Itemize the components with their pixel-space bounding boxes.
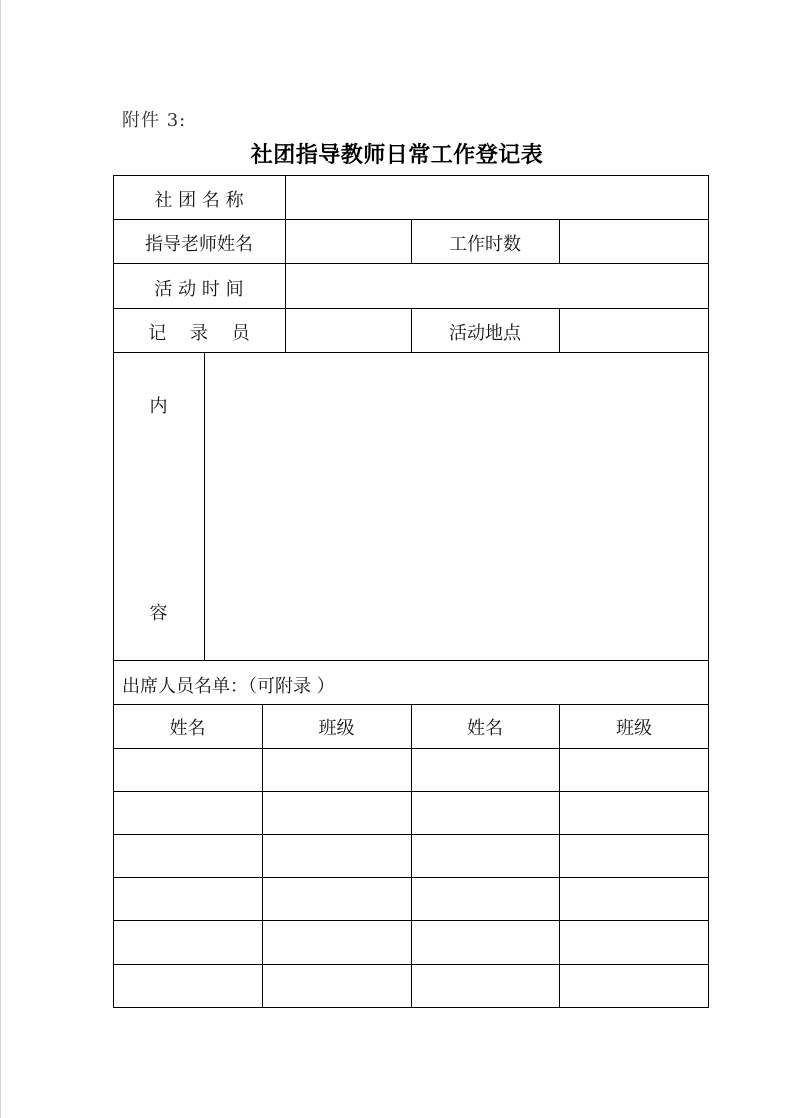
club-name-label: 社 团 名 称 xyxy=(154,190,244,211)
attendee-class-cell[interactable] xyxy=(264,966,410,1007)
activity-time-label: 活 动 时 间 xyxy=(154,279,244,300)
column-divider xyxy=(559,219,560,263)
work-hours-field[interactable] xyxy=(561,221,707,262)
form-title: 社团指导教师日常工作登记表 xyxy=(250,143,544,168)
advisor-name-field[interactable] xyxy=(287,221,410,262)
activity-time-field[interactable] xyxy=(287,265,707,307)
club-name-field[interactable] xyxy=(287,177,707,218)
attendee-name-cell[interactable] xyxy=(413,836,558,876)
attendee-class-cell[interactable] xyxy=(561,879,708,919)
attendee-class-cell[interactable] xyxy=(561,966,708,1007)
attendee-class-cell[interactable] xyxy=(264,922,410,963)
column-divider xyxy=(262,704,263,1008)
column-header-name: 姓名 xyxy=(467,718,503,739)
location-field[interactable] xyxy=(561,310,707,351)
attendee-class-cell[interactable] xyxy=(561,750,708,790)
column-header-class: 班级 xyxy=(616,718,652,739)
attendee-class-cell[interactable] xyxy=(264,879,410,919)
attendee-name-cell[interactable] xyxy=(413,793,558,833)
content-label-top: 内 xyxy=(149,396,168,417)
attendee-class-cell[interactable] xyxy=(561,836,708,876)
attendance-label: 出席人员名单：（可附录 ） xyxy=(122,676,335,697)
recorder-field[interactable] xyxy=(287,310,410,351)
row-divider xyxy=(113,263,709,264)
column-divider xyxy=(285,175,286,352)
column-header-name: 姓名 xyxy=(169,718,206,739)
column-header-class: 班级 xyxy=(318,718,355,739)
attendee-class-cell[interactable] xyxy=(264,793,410,833)
attendee-name-cell[interactable] xyxy=(115,836,261,876)
attendee-class-cell[interactable] xyxy=(264,750,410,790)
attendee-name-cell[interactable] xyxy=(413,966,558,1007)
attendee-name-cell[interactable] xyxy=(413,879,558,919)
attendee-name-cell[interactable] xyxy=(115,922,261,963)
attachment-label: 附件 3: xyxy=(122,110,187,131)
advisor-name-label: 指导老师姓名 xyxy=(145,234,253,255)
attendee-name-cell[interactable] xyxy=(115,966,261,1007)
attendee-class-cell[interactable] xyxy=(561,793,708,833)
attendee-name-cell[interactable] xyxy=(413,750,558,790)
content-label-bottom: 容 xyxy=(149,603,168,624)
content-field[interactable] xyxy=(206,354,707,659)
row-divider xyxy=(113,352,709,353)
column-divider xyxy=(411,704,412,1008)
attendee-name-cell[interactable] xyxy=(413,922,558,963)
row-divider xyxy=(113,660,709,661)
column-divider xyxy=(204,352,205,660)
column-divider xyxy=(559,704,560,1008)
work-hours-label: 工作时数 xyxy=(449,234,521,255)
column-divider xyxy=(559,308,560,352)
attendee-name-cell[interactable] xyxy=(115,793,261,833)
attendee-class-cell[interactable] xyxy=(561,922,708,963)
attendee-name-cell[interactable] xyxy=(115,879,261,919)
location-label: 活动地点 xyxy=(449,323,521,344)
attendee-class-cell[interactable] xyxy=(264,836,410,876)
recorder-label: 记 录 员 xyxy=(148,323,250,344)
attendee-name-cell[interactable] xyxy=(115,750,261,790)
